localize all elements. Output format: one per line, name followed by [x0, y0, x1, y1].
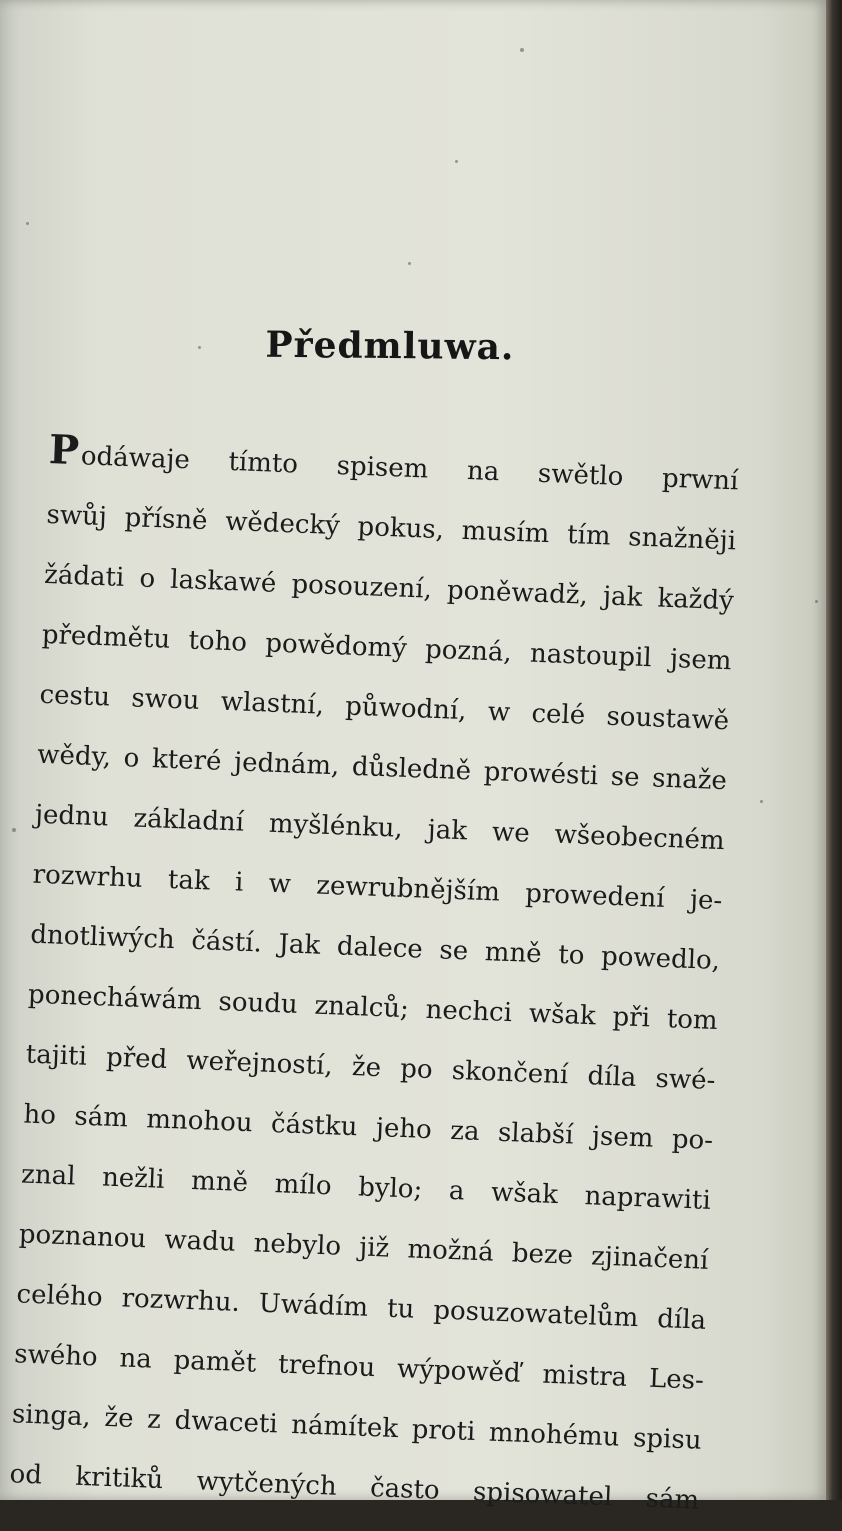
text-line-content: rozwrhu tak i w zewrubnějším prowedení je-	[32, 859, 723, 917]
drop-cap: P	[48, 425, 81, 475]
print-speck	[455, 160, 458, 163]
text-line-content: poznanou wadu nebylo již možná beze zjinačení	[18, 1219, 709, 1276]
text-line-content: odáwaje tímto spisem na swětlo prwní	[80, 441, 739, 497]
text-line-content: tajiti před weřejností, že po skončení díla swé-	[25, 1039, 716, 1097]
print-speck	[26, 222, 29, 225]
text-line-content: předmětu toho powědomý pozná, nastoupil jsem	[41, 619, 733, 677]
text-line-content: cestu swou wlastní, půwodní, w celé soustawě	[39, 679, 730, 737]
print-speck	[760, 800, 763, 803]
print-speck	[12, 828, 16, 832]
text-line-content: znal nežli mně mílo bylo; a wšak naprawiti	[20, 1159, 712, 1216]
page-title: Předmluwa.	[265, 323, 515, 369]
print-speck	[408, 262, 411, 265]
text-line-content: ho sám mnohou částku jeho za slabší jsem po-	[22, 1099, 714, 1156]
text-line-content: jednu základní myšlénku, jak we wšeobecném	[34, 799, 726, 857]
body-paragraph	[9, 425, 740, 1531]
text-line-content: od kritiků wytčených často spisowatel sám	[9, 1459, 700, 1516]
page-edge-shadow	[826, 0, 842, 1500]
text-line-content: swůj přísně wědecký pokus, musím tím snažněji	[45, 499, 737, 557]
print-speck	[520, 48, 524, 52]
text-line-content: singa, že z dwaceti námítek proti mnohému spisu	[11, 1399, 703, 1456]
text-line-content: celého rozwrhu. Uwádím tu posuzowatelům díla	[16, 1279, 707, 1336]
text-line-content: ponecháwám soudu znalců; nechci wšak při tom	[27, 979, 719, 1037]
text-line-content: žádati o laskawé posouzení, poněwadž, jak každý	[43, 559, 735, 617]
text-line-content: dnotliwých částí. Jak dalece se mně to powedlo,	[29, 919, 721, 977]
print-speck	[815, 600, 818, 603]
text-line-content: swého na pamět trefnou wýpowěď mistra Les-	[13, 1339, 705, 1396]
text-line-content: wědy, o které jednám, důsledně prowésti se snaže	[36, 739, 728, 797]
